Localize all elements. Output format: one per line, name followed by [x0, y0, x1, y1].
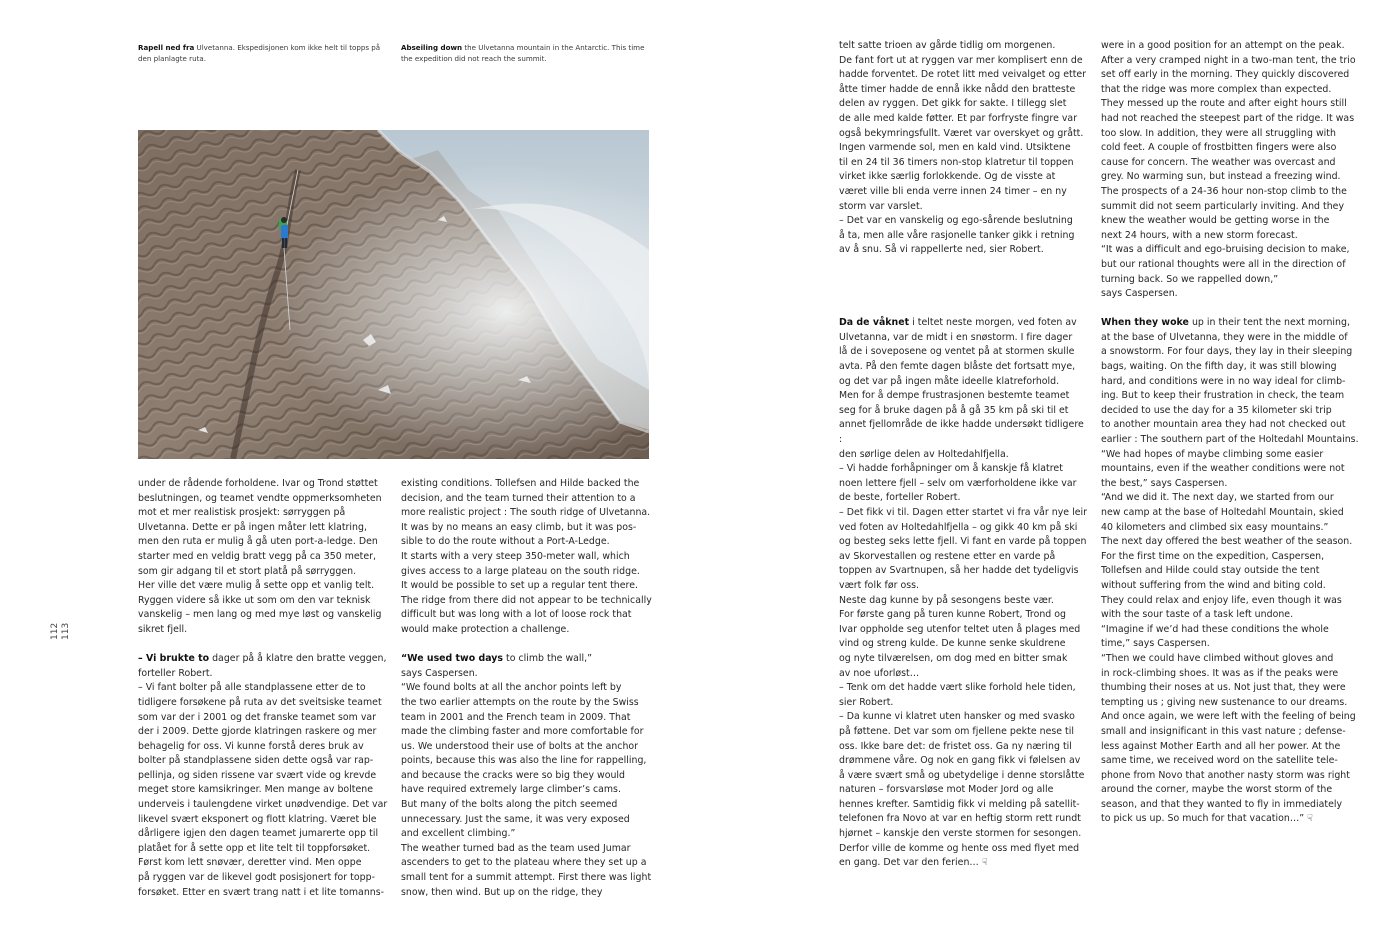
article-column-norwegian: [138, 477, 388, 900]
body-paragraph: [401, 652, 657, 900]
article-column-norwegian: [839, 39, 1089, 871]
photo-caption-english: [401, 42, 651, 64]
body-paragraph: telt satte trioen av gårde tidlig om morgenen. De fant fort ut at ryggen var mer komplisert enn de hadde forventet. De rotet litt med veivalget og etter åtte timer hadde de ennå ikke nådd den bratteste delen av ryggen. Det gikk for sakte. I tillegg slet de alle med kalde føtter. Et par forfryste fingre var også bekymringsfullt. Været var overskyet og grått. Ingen varmende sol, men en kald vind. Utsiktene til en 24 til 36 timers non-stop klatretur til toppen virket ikke særlig forlokkende. Og de visste at været ville bli enda verre innen 24 timer – en ny storm var varslet. – Det var en vanskelig og ego-sårende beslutning å ta, men alle våre rasjonelle tanker gikk i retning av å snu. Så vi rappellerte ned, sier Robert.: [839, 40, 1087, 256]
body-paragraph: were in a good position for an attempt on the peak. After a very cramped night in a two-man tent, the trio set off early in the morning. They quickly discovered that the ridge was more complex than expected. They messed up the route and after eight hours still had not reached the steepest part of the ridge. It was too slow. In addition, they were all struggling with cold feet. A couple of frostbitten fingers were also cause for concern. The weather was overcast and grey. No warming sun, but instead a freezing wind. The prospects of a 24-36 hour non-stop climb to the summit did not seem particularly inviting. And they knew the weather would be getting worse in the next 24 hours, with a new storm forecast. “It was a difficult and ego-bruising decision to make, but our rational thoughts were all in the direction of turning back. So we rappelled down,” says Caspersen.: [1101, 40, 1356, 300]
caption-lead: Rapell ned fra: [138, 43, 195, 52]
body-paragraph: existing conditions. Tollefsen and Hilde backed the decision, and the team turned their attention to a more realistic project : The south ridge of Ulvetanna. It was by no means an easy climb, but it was pos- sible to do the route without a Port-A-Ledge. It starts with a very steep 350-meter wall, which gives access to a large plateau on the south ridge. It would be possible to set up a regular tent there. The ridge from there did not appear to be technically difficult but was long with a lot of loose rock that would make protection a challenge.: [401, 478, 652, 635]
climber-on-rock-face-photo: [138, 130, 649, 459]
paragraph-lead: “We used two days: [401, 653, 504, 665]
article-column-english: [1101, 39, 1359, 827]
right-page: [700, 0, 1400, 933]
paragraph-text: dager på å klatre den bratte veggen, forteller Robert. – Vi fant bolter på alle standplassene etter de to tidligere forsøkene på ruta av det sveitsiske teamet som var der i 2001 og det franske teamet som var der i 2009. Dette gjorde klatringen raskere og mer behagelig for oss. Vi kunne forstå deres bruk av bolter på standplassene siden dette også var rap- pellinja, og siden rissene var svært vide og krevde meget store kamsikringer. Men mange av boltene underveis i taulengdene virket unødvendige. Det var likevel svært eksponert og flott klatring. Været ble dårligere igjen den dagen teamet jumarerte opp til platået for å sette opp et lite telt til toppforsøket. Først kom lett snøvær, deretter vind. Men oppe på ryggen var de likevel godt posisjonert for topp- forsøket. Etter en svært trang natt i et lite tomanns-: [138, 653, 388, 898]
caption-lead: Abseiling down: [401, 43, 463, 52]
paragraph-text: to climb the wall,” says Caspersen. “We found bolts at all the anchor points left by the two earlier attempts on the route by the Swiss team in 2001 and the French team in 2009. That made the climbing faster and more comfortable for us. We understood their use of bolts at the anchor points, because this was also the line for rappelling, and because the cracks were so big they would have required extremely large climber’s cams. But many of the bolts along the pitch seemed unnecessary. Just the same, it was very exposed and excellent climbing.” The weather turned bad as the team used Jumar ascenders to get to the plateau where they set up a small tent for a summit attempt. First there was light snow, then wind. But up on the ridge, they: [401, 653, 652, 898]
caption-text: the Ulvetanna mountain in the Antarctic. This time the expedition did not reach the summit.: [401, 43, 645, 63]
body-paragraph: under de rådende forholdene. Ivar og Trond støttet beslutningen, og teamet vendte oppmerksomheten mot et mer realistisk prosjekt: sørryggen på Ulvetanna. Dette er på ingen måter lett klatring, men den ruta er mulig å gå uten port-a-ledge. Den starter med en veldig bratt vegg på ca 350 meter, som gir adgang til et stort platå på sørryggen. Her ville det være mulig å sette opp et vanlig telt. Ryggen videre så ikke ut som om den var teknisk vanskelig – men lang og med mye løst og vanskelig sikret fjell.: [138, 478, 382, 635]
paragraph-text: up in their tent the next morning, at the base of Ulvetanna, they were in the middle of a snowstorm. For four days, they lay in their sleeping bags, waiting. On the fifth day, it was still blowing hard, and conditions were in no way ideal for climb- ing. But to keep their frustration in check, the team decided to use the day for a 35 kilometer ski trip to another mountain area they had not checked out earlier : The southern part of the Holtedahl Mountains. “We had hopes of maybe climbing some easier mountains, even if the weather conditions were not the best,” says Caspersen. “And we did it. The next day, we started from our new camp at the base of Holtedahl Mountain, skied 40 kilometers and climbed six easy mountains.” The next day offered the best weather of the season. For the first time on the expedition, Caspersen, Tollefsen and Hilde could stay outside the tent without suffering from the wind and biting cold. They could relax and enjoy life, even though it was with the sour taste of a task left undone. “Imagine if we’d had these conditions the whole time,” says Caspersen. “Then we could have climbed without gloves and in rock-climbing shoes. It was as if the peaks were thumbing their noses at us. Not just that, they were tempting us ; giving new sustenance to our dreams. And once again, we were left with the feeling of being small and insignificant in this vast nature ; defense- less against Mother Earth and all her power. At the same time, we received word on the satellite tele- phone from Novo that another nasty storm was right around the corner, maybe the worst storm of the season, and that they wanted to fly in immediately to pick us up. So much for that vacation…” ☟: [1101, 317, 1359, 825]
body-paragraph: [839, 316, 1089, 871]
article-column-english: [401, 477, 657, 900]
page-numbers: [50, 623, 72, 640]
caption-text: Ulvetanna. Ekspedisjonen kom ikke helt til topps på den planlagte ruta.: [138, 43, 381, 63]
page-number: 113: [61, 622, 71, 640]
paragraph-lead: When they woke: [1101, 317, 1189, 329]
page-number: 112: [50, 622, 60, 640]
body-paragraph: [138, 652, 388, 900]
paragraph-text: i teltet neste morgen, ved foten av Ulvetanna, var de midt i en snøstorm. I fire dager lå de i soveposene og ventet på at stormen skulle avta. På den femte dagen blåste det fortsatt mye, og det var på ingen måte ideelle klatreforhold. Men for å dempe frustrasjonen bestemte teamet seg for å bruke dagen på å gå 35 km på ski til et annet fjellområde de ikke hadde undersøkt tidligere : den sørlige delen av Holtedahlfjella. – Vi hadde forhåpninger om å kanskje få klatret noen lettere fjell – selv om værforholdene ikke var de beste, forteller Robert. – Det fikk vi til. Dagen etter startet vi fra vår nye leir ved foten av Holtedahlfjella – og gikk 40 km på ski og besteg seks lette fjell. Vi fant en varde på toppen av Skorvestallen og restene etter en varde på toppen av Svartnupen, så her hadde det tydeligvis vært folk før oss. Neste dag kunne by på sesongens beste vær. For første gang på turen kunne Robert, Trond og Ivar oppholde seg utenfor teltet uten å plages med vind og streng kulde. De kunne senke skuldrene og nyte tilværelsen, om dog med en bitter smak av noe uforløst… – Tenk om det hadde vært slike forhold hele tiden, sier Robert. – Da kunne vi klatret uten hansker og med svasko på føttene. Det var som om fjellene pekte nese til oss. Ikke bare det: de fristet oss. Ga ny næring til drømmene våre. Og nok en gang fikk vi følelsen av å være svært små og ubetydelige i denne storslåtte naturen – forsvarsløse mot Moder Jord og alle hennes krefter. Samtidig fikk vi melding på satellit- telefonen fra Novo at var en heftig storm rett rundt hjørnet – kanskje den verste stormen for sesongen. Derfor ville de komme og hente oss med flyet med en gang. Det var den ferien… ☟: [839, 317, 1087, 869]
body-paragraph: [1101, 316, 1359, 827]
paragraph-lead: Da de våknet: [839, 317, 910, 329]
photo-caption-norwegian: [138, 42, 388, 64]
paragraph-lead: – Vi brukte to: [138, 653, 210, 665]
